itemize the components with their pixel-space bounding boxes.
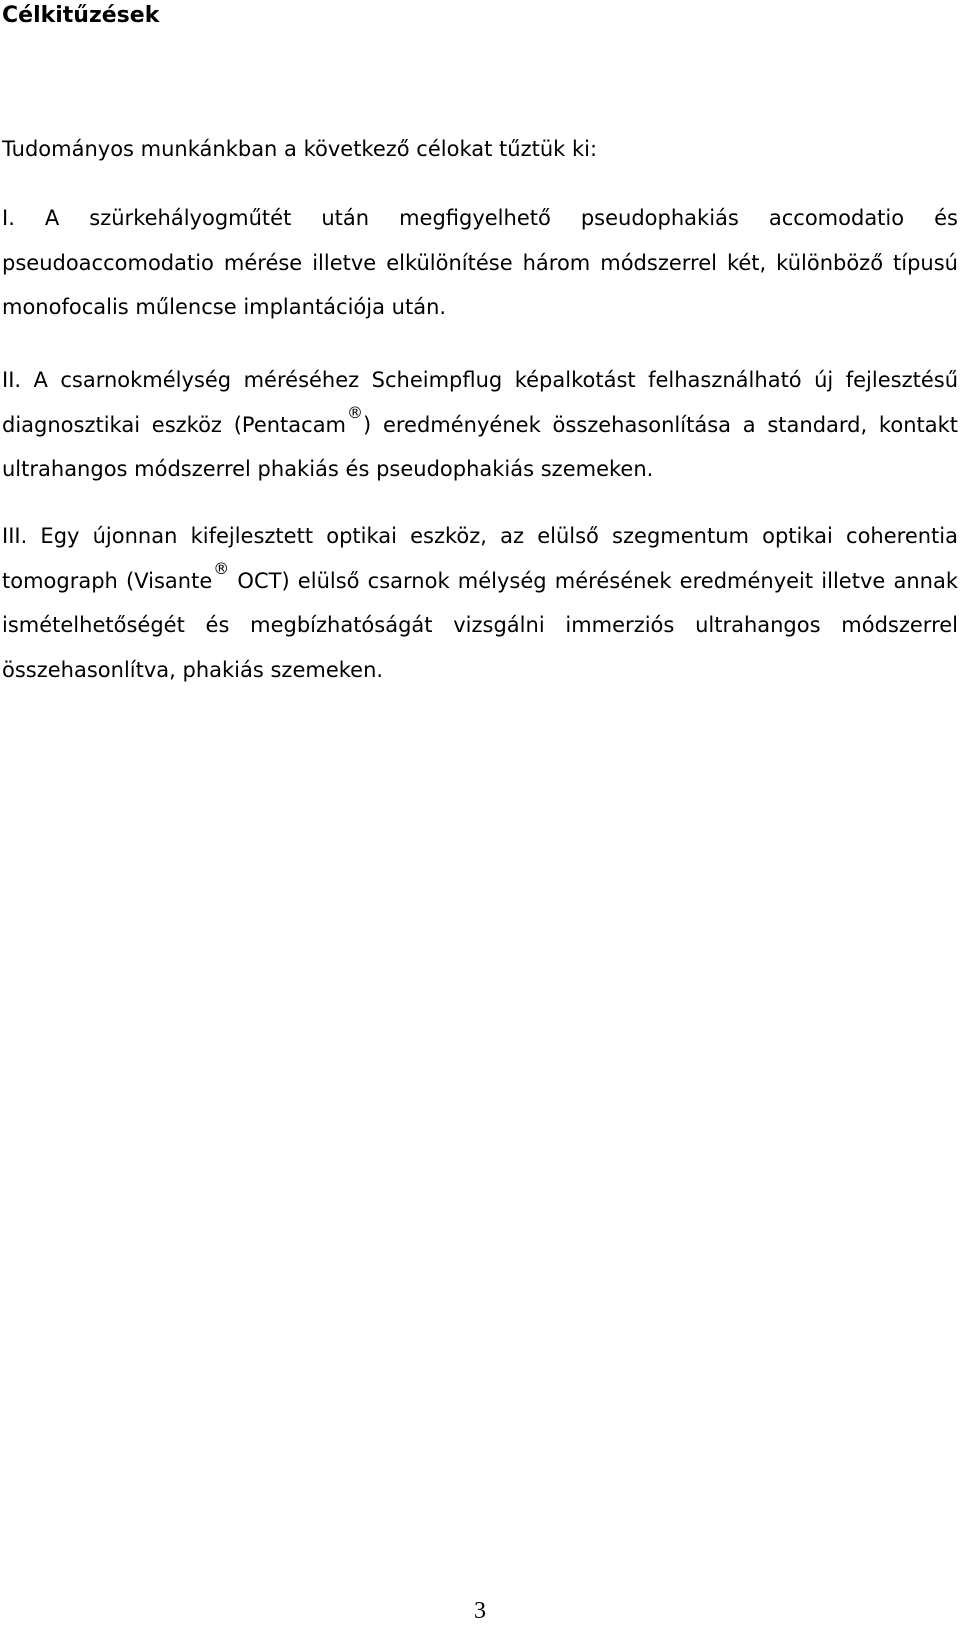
intro-text: Tudományos munkánkban a következő célokat tűztük ki: [2,137,598,161]
objective-3 [2,514,958,692]
page-number: 3 [474,1598,486,1624]
objective-1: I. A szürkehályogműtét után megfigyelhető pseudophakiás accomodatio és pseudoaccomodatio mérése illetve elkülönítése három módszerrel két, különböző típusú monofocalis műlencse implantációja után. [2,206,958,319]
objective-3-text-after: OCT) elülső csarnok mélység mérésének eredményeit illetve annak ismételhetőségét és megbízhatóságát vizsgálni immerziós ultrahangos módszerrel összehasonlítva, phakiás szemeken. [2,568,958,682]
objective-3-text-before: III. Egy újonnan kifejlesztett optikai eszköz, az elülső szegmentum optikai coherentia tomograph (Visante [2,524,958,593]
objective-2-text-after: ) eredményének összehasonlítása a standard, kontakt ultrahangos módszerrel phakiás és pseudophakiás szemeken. [2,412,959,481]
objective-2-text-before: II. A csarnokmélység méréséhez Scheimpflug képalkotást felhasználható új fejlesztésű diagnosztikai eszköz (Pentacam [2,368,958,437]
objective-2 [2,358,958,492]
section-title: Célkitűzések [2,3,160,28]
registered-mark: ® [213,558,230,578]
registered-mark: ® [347,402,364,422]
